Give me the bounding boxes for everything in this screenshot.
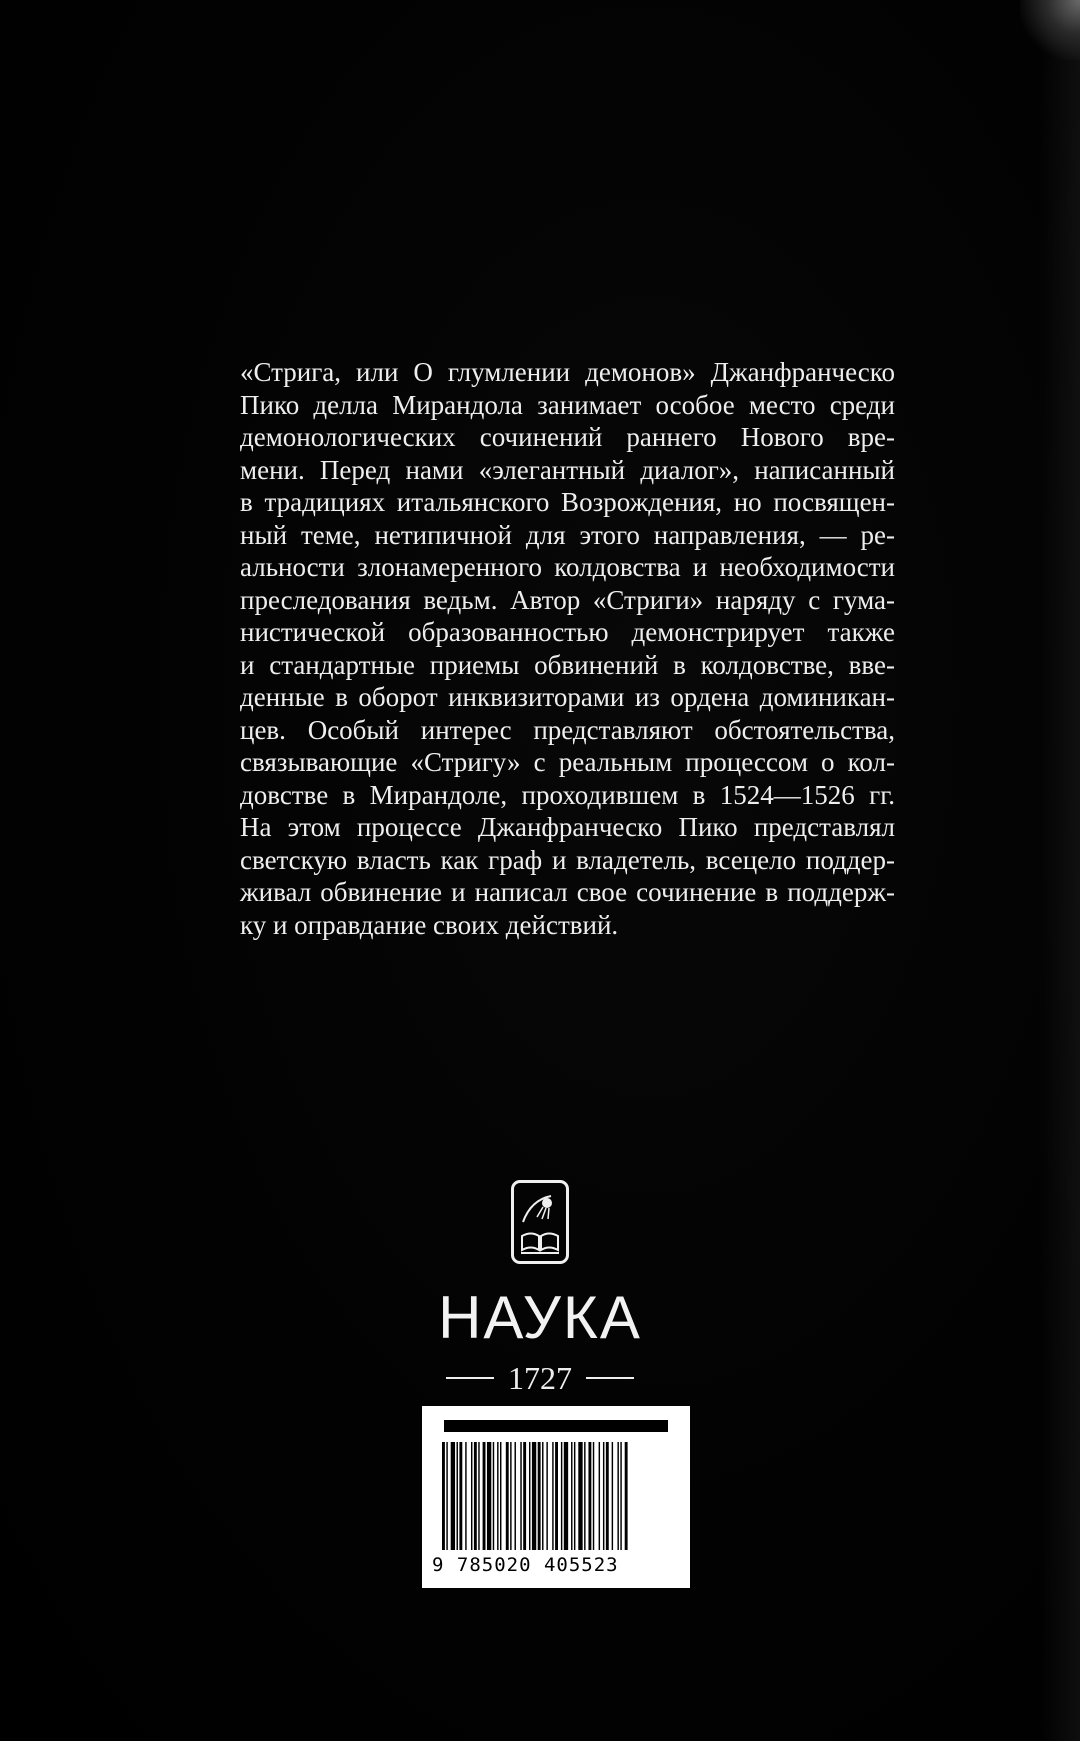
blurb-line: ку и оправдание своих действий.	[240, 909, 619, 940]
blurb-line: денные в оборот инквизиторами из ордена доминикан-	[240, 682, 895, 712]
barcode-bar	[493, 1442, 494, 1550]
barcode-bar	[510, 1442, 511, 1550]
barcode-bar	[523, 1442, 526, 1550]
book-rocket-logo-icon	[511, 1180, 569, 1264]
barcode-bar	[446, 1442, 447, 1550]
barcode-bar	[612, 1442, 613, 1550]
barcode-bar	[465, 1442, 466, 1550]
barcode-bar	[542, 1442, 543, 1550]
blurb-line: живал обвинение и написал свое сочинение в поддерж-	[240, 877, 895, 907]
cover-blurb	[240, 356, 895, 941]
year-right-rule	[586, 1377, 634, 1379]
barcode-bar	[617, 1442, 618, 1550]
publisher-founding-year	[0, 1360, 1080, 1396]
barcode-bar	[483, 1442, 486, 1550]
barcode-bar	[555, 1442, 558, 1550]
barcode-bar	[497, 1442, 498, 1550]
barcode-bar	[552, 1442, 553, 1550]
blurb-line: связывающие «Стригу» с реальным процессом о кол-	[240, 747, 895, 777]
spine-edge-shade	[1040, 0, 1080, 1741]
blurb-line: нистической образованностью демонстрирует также	[240, 617, 895, 647]
blurb-line: и стандартные приемы обвинений в колдовстве, вве-	[240, 649, 895, 680]
barcode-bar	[574, 1442, 575, 1550]
barcode-bar	[457, 1442, 458, 1550]
barcode-bar	[538, 1442, 541, 1550]
barcode-bar	[603, 1442, 604, 1550]
barcode-bar	[529, 1442, 530, 1550]
blurb-line: На этом процессе Джанфранческо Пико представлял	[240, 812, 895, 842]
publisher-year: 1727	[508, 1360, 572, 1396]
barcode-bar	[620, 1442, 621, 1550]
barcode-bar	[474, 1442, 477, 1550]
barcode-bar	[520, 1442, 521, 1550]
barcode-bar	[584, 1442, 585, 1550]
isbn-barcode	[422, 1406, 690, 1588]
barcode-bar	[487, 1442, 491, 1550]
blurb-line: довстве в Мирандоле, проходившем в 1524—1526 гг.	[240, 779, 895, 810]
barcode-bar	[625, 1442, 628, 1550]
barcode-bar	[500, 1442, 501, 1550]
barcode-digits: 9 785020 405523	[432, 1554, 619, 1576]
blurb-line: «Стрига, или О глумлении демонов» Джанфранческо	[240, 357, 895, 387]
barcode-bar	[578, 1442, 582, 1550]
barcode-bar	[515, 1442, 516, 1550]
blurb-line: в традициях итальянского Возрождения, но посвящен-	[240, 487, 895, 517]
blurb-line: альности злонамеренного колдовства и необходимости	[240, 552, 895, 582]
blurb-line: Пико делла Мирандола занимает особое место среди	[240, 389, 895, 420]
publisher-name: НАУКА	[438, 1284, 642, 1351]
barcode-bar	[478, 1442, 479, 1550]
barcode-bar	[561, 1442, 562, 1550]
barcode-bar	[442, 1442, 445, 1550]
blurb-line: цев. Особый интерес представляют обстоятельства,	[240, 714, 895, 745]
barcode-bar	[506, 1442, 509, 1550]
barcode-bar	[599, 1442, 600, 1550]
blurb-line: преследования ведьм. Автор «Стриги» наряду с гума-	[240, 584, 895, 615]
barcode-bar	[588, 1442, 591, 1550]
barcode-top-bar	[444, 1420, 668, 1432]
blurb-line: демонологических сочинений раннего Нового вре-	[240, 422, 895, 452]
barcode-bar	[571, 1442, 572, 1550]
barcode-bars	[442, 1442, 670, 1550]
barcode-bar	[606, 1442, 609, 1550]
blurb-line: ный теме, нетипичной для этого направления, — ре-	[240, 519, 895, 550]
barcode-bar	[593, 1442, 594, 1550]
barcode-bar	[471, 1442, 472, 1550]
blurb-line: светскую власть как граф и владетель, всецело поддер-	[240, 844, 895, 875]
publisher-block	[0, 1180, 1080, 1396]
year-left-rule	[446, 1377, 494, 1379]
barcode-bar	[546, 1442, 547, 1550]
barcode-bar	[564, 1442, 568, 1550]
corner-glare	[1020, 0, 1080, 60]
barcode-bar	[451, 1442, 455, 1550]
blurb-line: мени. Перед нами «элегантный диалог», написанный	[240, 454, 895, 485]
barcode-bar	[459, 1442, 462, 1550]
barcode-bar	[532, 1442, 536, 1550]
